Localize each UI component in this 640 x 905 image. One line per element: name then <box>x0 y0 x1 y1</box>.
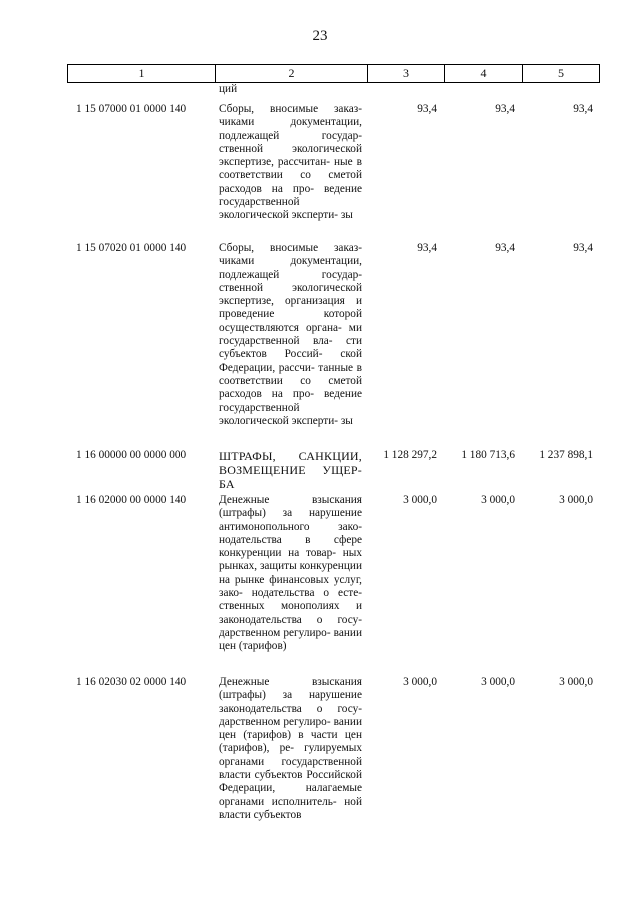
value-col-5: 3 000,0 <box>559 676 593 688</box>
value-col-4: 1 180 713,6 <box>461 449 515 461</box>
budget-code: 1 16 00000 00 0000 000 <box>76 449 187 461</box>
value-col-5: 93,4 <box>573 242 593 254</box>
header-col-4: 4 <box>445 65 523 82</box>
income-name: Денежные взыскания (штрафы) за нарушение антимонопольного зако- нодательства в сфере конкуренции на товар- ных рынках, защиты конкуренции на рынке финансовых услуг, зако- нодательства о есте- ственных монополиях и законодательства о госу- дарственном регулиро- вании цен (тарифов) <box>219 494 362 653</box>
value-col-3: 1 128 297,2 <box>383 449 437 461</box>
header-col-1: 1 <box>68 65 216 82</box>
income-name: Сборы, вносимые заказ- чиками документации, подлежащей государ- ственной экологической экспертизе, рассчитан- ные в соответствии со сметой расходов на про- ведение государственной экологической эксперти- зы <box>219 103 362 222</box>
budget-code: 1 16 02000 00 0000 140 <box>76 494 187 506</box>
header-col-5: 5 <box>558 66 564 80</box>
value-col-3: 93,4 <box>417 242 437 254</box>
page-number: 23 <box>312 28 328 44</box>
header-col-3: 3 <box>368 65 445 82</box>
value-col-4: 3 000,0 <box>481 676 515 688</box>
value-col-3: 93,4 <box>417 103 437 115</box>
value-col-5: 3 000,0 <box>559 494 593 506</box>
income-name: Сборы, вносимые заказ- чиками документации, подлежащей государ- ственной экологической экспертизе, организация и проведение которой осуществляются органа- ми государственной вла- сти субъектов Россий- ской Федерации, рассчи- танные в соответствии со сметой расходов на про- ведение государственной экологической эксперти- зы <box>219 242 362 427</box>
budget-code: 1 16 02030 02 0000 140 <box>76 676 187 688</box>
value-col-3: 3 000,0 <box>403 494 437 506</box>
value-col-5: 1 237 898,1 <box>539 449 593 461</box>
value-col-3: 3 000,0 <box>403 676 437 688</box>
table-header <box>67 64 600 83</box>
continued-text: ций <box>219 83 238 95</box>
header-col-2: 2 <box>216 65 368 82</box>
value-col-4: 93,4 <box>495 242 515 254</box>
budget-code: 1 15 07000 01 0000 140 <box>76 103 187 115</box>
value-col-4: 93,4 <box>495 103 515 115</box>
income-name: ШТРАФЫ, САНКЦИИ, ВОЗМЕЩЕНИЕ УЩЕР- БА <box>219 449 362 491</box>
value-col-4: 3 000,0 <box>481 494 515 506</box>
budget-code: 1 15 07020 01 0000 140 <box>76 242 187 254</box>
value-col-5: 93,4 <box>573 103 593 115</box>
income-name: Денежные взыскания (штрафы) за нарушение законодательства о госу- дарственном регулиро- вании цен (тарифов) в части цен (тарифов), ре- гулируемых органами государственной власти субъектов Российской Федерации, налагаемые органами исполнитель- ной власти субъектов <box>219 676 362 821</box>
